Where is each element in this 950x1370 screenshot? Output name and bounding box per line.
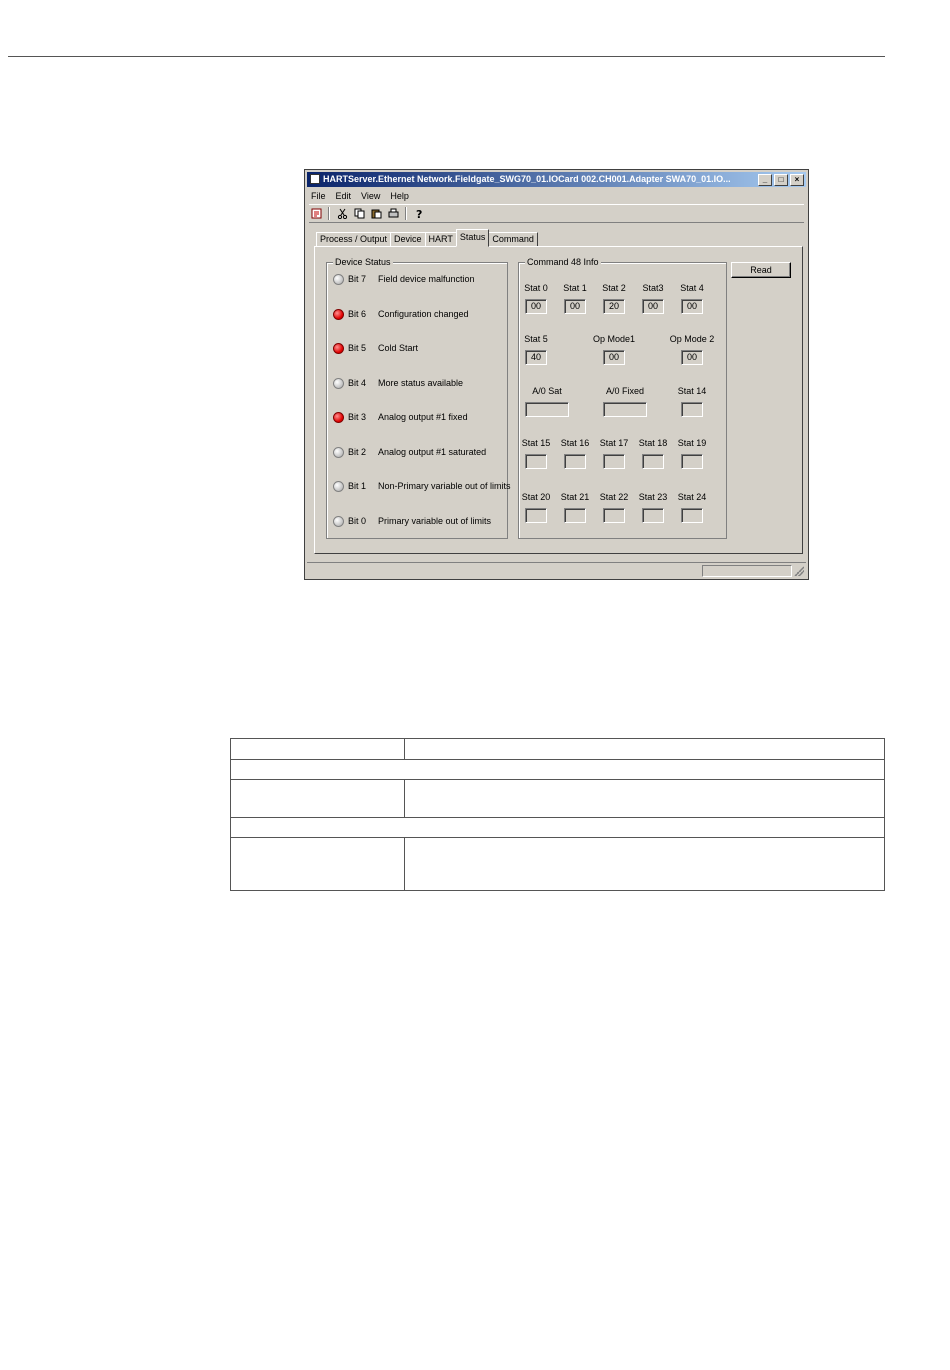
menu-view[interactable]: View <box>361 191 381 201</box>
paste-icon[interactable] <box>369 207 383 221</box>
bit-number: Bit 7 <box>348 274 367 284</box>
status-led-icon <box>333 481 344 492</box>
cmd48-field-value <box>642 508 664 523</box>
cmd48-field-value <box>681 402 703 417</box>
cmd48-field-value <box>525 402 569 417</box>
copy-icon[interactable] <box>352 207 366 221</box>
cmd48-field-label: Stat 17 <box>599 438 629 448</box>
toolbar-separator <box>405 207 407 220</box>
menu-bar <box>309 189 409 203</box>
print-icon[interactable] <box>386 207 400 221</box>
tab-status[interactable]: Status <box>456 229 490 247</box>
table-divider <box>404 739 405 759</box>
cmd48-field-value: 00 <box>525 299 547 314</box>
cmd48-field-value <box>681 508 703 523</box>
bit-description: Cold Start <box>378 343 419 353</box>
table-row-line <box>231 759 884 760</box>
status-led-icon <box>333 516 344 527</box>
cmd48-field-label: Stat 16 <box>560 438 590 448</box>
cmd48-field-value: 00 <box>681 299 703 314</box>
tab-device[interactable]: Device <box>390 232 426 247</box>
cmd48-field-label: Stat3 <box>642 283 664 293</box>
cmd48-field-value <box>603 508 625 523</box>
bit-number: Bit 2 <box>348 447 367 457</box>
cmd48-field-value: 00 <box>564 299 586 314</box>
cut-icon[interactable] <box>335 207 349 221</box>
cmd48-field-value <box>642 454 664 469</box>
table-row-line <box>231 817 884 818</box>
command48-group <box>518 257 727 539</box>
new-icon[interactable] <box>309 207 323 221</box>
bit-number: Bit 5 <box>348 343 367 353</box>
resize-grip-icon[interactable] <box>794 566 804 576</box>
menu-file[interactable]: File <box>311 191 326 201</box>
cmd48-field-value <box>603 402 647 417</box>
device-status-bit-row <box>333 341 418 355</box>
table-row-line <box>231 779 884 780</box>
status-led-icon <box>333 447 344 458</box>
cmd48-field-label: Stat 21 <box>560 492 590 502</box>
device-status-bit-row <box>333 376 463 390</box>
menu-edit[interactable]: Edit <box>335 191 352 201</box>
device-status-bit-row <box>333 514 491 528</box>
cmd48-field-label: Stat 20 <box>521 492 551 502</box>
cmd48-field-label: Stat 18 <box>638 438 668 448</box>
cmd48-field-value: 20 <box>603 299 625 314</box>
cmd48-field-value <box>525 454 547 469</box>
device-status-bit-row <box>333 410 468 424</box>
cmd48-field-value <box>681 454 703 469</box>
bit-number: Bit 6 <box>348 309 367 319</box>
status-pane <box>702 565 792 577</box>
svg-text:?: ? <box>415 208 422 219</box>
cmd48-field-label: Stat 24 <box>677 492 707 502</box>
cmd48-field-label: Stat 0 <box>524 283 548 293</box>
cmd48-field-value <box>525 508 547 523</box>
cmd48-field-value: 40 <box>525 350 547 365</box>
toolbar <box>309 204 804 223</box>
toolbar-separator <box>328 207 330 220</box>
status-led-icon <box>333 378 344 389</box>
device-status-bit-row <box>333 307 469 321</box>
minimize-button[interactable]: _ <box>758 174 772 186</box>
close-button[interactable]: × <box>790 174 804 186</box>
bit-description: More status available <box>378 378 464 388</box>
status-led-icon <box>333 412 344 423</box>
table-divider <box>404 837 405 891</box>
bit-number: Bit 1 <box>348 481 367 491</box>
bit-description: Primary variable out of limits <box>378 516 492 526</box>
document-table <box>230 738 885 891</box>
tab-process-output[interactable]: Process / Output <box>316 232 391 247</box>
tab-strip <box>316 231 537 247</box>
cmd48-field-value: 00 <box>681 350 703 365</box>
command48-title: Command 48 Info <box>527 257 599 267</box>
device-status-group <box>326 257 511 539</box>
cmd48-field-label: Stat 23 <box>638 492 668 502</box>
cmd48-field-value <box>564 508 586 523</box>
cmd48-field-value: 00 <box>603 350 625 365</box>
maximize-button[interactable]: □ <box>774 174 788 186</box>
cmd48-field-label: Op Mode 2 <box>669 334 715 344</box>
hart-server-window <box>304 169 809 580</box>
bit-description: Field device malfunction <box>378 274 475 284</box>
cmd48-field-label: Stat 1 <box>563 283 587 293</box>
tab-command[interactable]: Command <box>488 232 538 247</box>
cmd48-field-label: A/0 Fixed <box>605 386 645 396</box>
cmd48-field-label: Stat 15 <box>521 438 551 448</box>
status-led-icon <box>333 343 344 354</box>
status-tab-panel <box>314 246 803 554</box>
device-status-bit-row <box>333 272 475 286</box>
help-icon[interactable] <box>412 207 426 221</box>
menu-help[interactable]: Help <box>390 191 409 201</box>
bit-description: Analog output #1 fixed <box>378 412 468 422</box>
cmd48-field-label: Stat 19 <box>677 438 707 448</box>
bit-number: Bit 4 <box>348 378 367 388</box>
bit-number: Bit 0 <box>348 516 367 526</box>
cmd48-field-label: Op Mode1 <box>592 334 636 344</box>
read-button[interactable]: Read <box>731 262 791 278</box>
status-led-icon <box>333 274 344 285</box>
device-status-bit-row <box>333 479 511 493</box>
bit-number: Bit 3 <box>348 412 367 422</box>
app-icon <box>310 174 320 184</box>
table-divider <box>404 779 405 817</box>
bit-description: Analog output #1 saturated <box>378 447 487 457</box>
status-bar <box>307 562 806 577</box>
table-row-line <box>231 837 884 838</box>
cmd48-field-value: 00 <box>642 299 664 314</box>
cmd48-field-label: Stat 22 <box>599 492 629 502</box>
cmd48-field-label: Stat 14 <box>677 386 707 396</box>
tab-hart[interactable]: HART <box>425 232 457 247</box>
device-status-title: Device Status <box>335 257 391 267</box>
device-status-bit-row <box>333 445 486 459</box>
status-led-icon <box>333 309 344 320</box>
cmd48-field-label: Stat 5 <box>524 334 548 344</box>
page-top-rule <box>8 56 885 57</box>
bit-description: Non-Primary variable out of limits <box>378 481 511 491</box>
window-title: HARTServer.Ethernet Network.Fieldgate_SWG70_01.IOCard 002.CH001.Adapter SWA70_01.IO... <box>323 174 731 184</box>
cmd48-field-label: A/0 Sat <box>532 386 562 396</box>
title-bar[interactable] <box>307 172 806 187</box>
bit-description: Configuration changed <box>378 309 469 319</box>
cmd48-field-label: Stat 2 <box>602 283 626 293</box>
cmd48-field-value <box>564 454 586 469</box>
cmd48-field-value <box>603 454 625 469</box>
cmd48-field-label: Stat 4 <box>680 283 704 293</box>
